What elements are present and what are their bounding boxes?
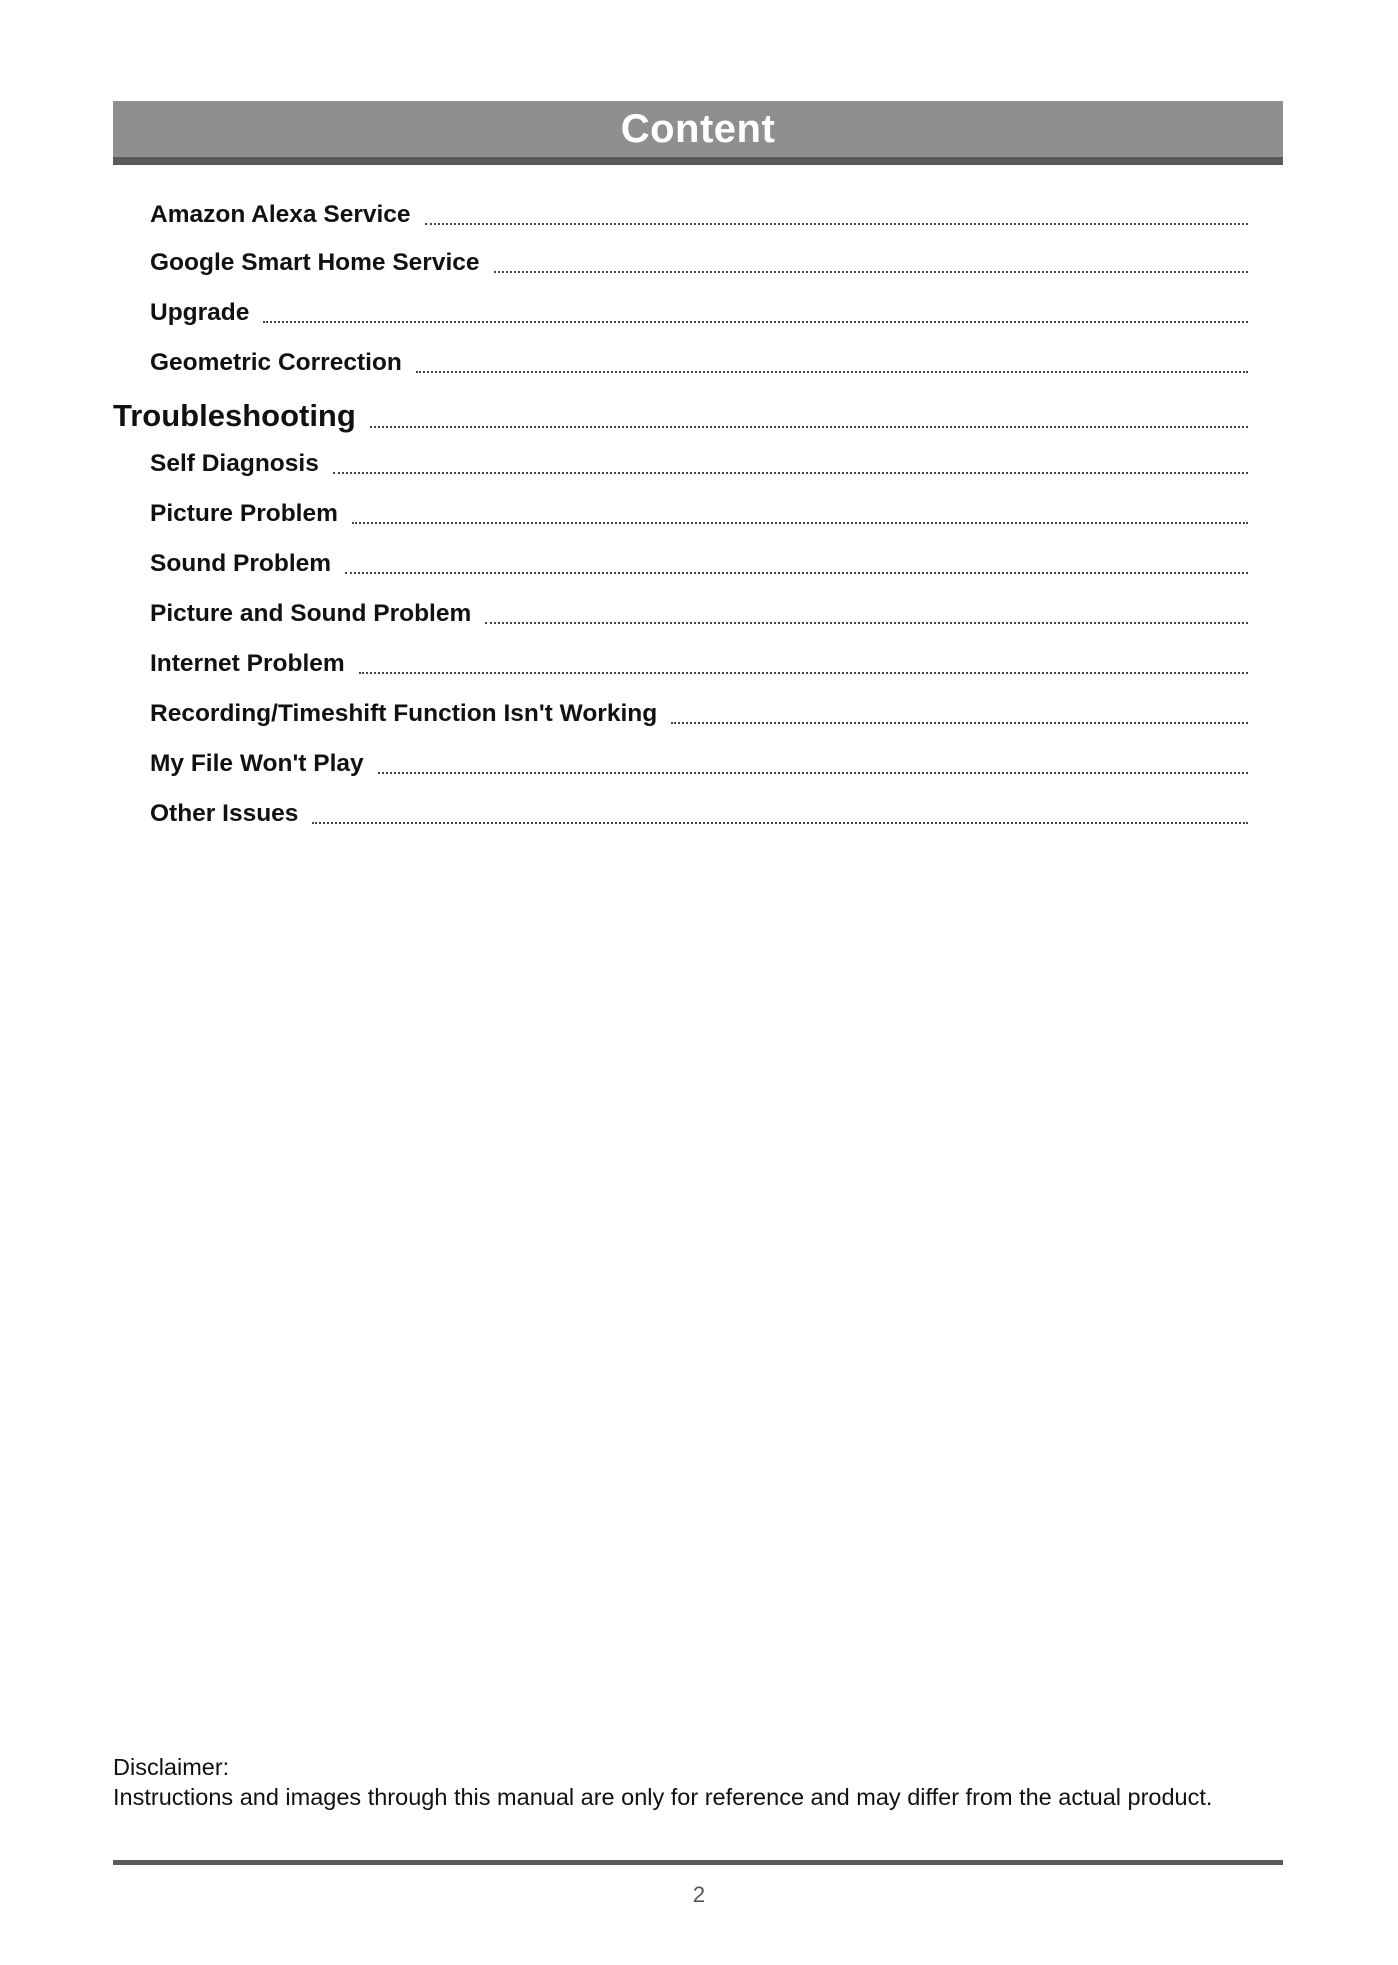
content-header-bar (113, 101, 1283, 165)
toc-item-geometric-correction[interactable] (113, 351, 1248, 376)
toc-item-picture-and-sound-problem[interactable] (113, 602, 1248, 627)
toc-item-label: Recording/Timeshift Function Isn't Working (150, 700, 658, 727)
toc-item-my-file-wont-play[interactable] (113, 752, 1248, 777)
dot-leader (263, 320, 1248, 323)
disclaimer-heading: Disclaimer: (113, 1754, 230, 1780)
toc-item-label: Upgrade (150, 299, 250, 326)
toc-item-label: Picture and Sound Problem (150, 600, 472, 627)
dot-leader (378, 771, 1248, 774)
toc-item-upgrade[interactable] (113, 301, 1248, 326)
toc-item-google-smart-home-service[interactable] (113, 251, 1248, 276)
toc-item-label: Amazon Alexa Service (150, 201, 411, 228)
toc-item-other-issues[interactable] (113, 802, 1248, 827)
toc-item-label: Self Diagnosis (150, 450, 319, 477)
disclaimer (113, 1752, 1283, 1812)
dot-leader (352, 521, 1248, 524)
dot-leader (416, 370, 1248, 373)
toc-item-recording-timeshift[interactable] (113, 702, 1248, 727)
dot-leader (333, 471, 1248, 474)
toc-item-label: Google Smart Home Service (150, 249, 480, 276)
toc-item-self-diagnosis[interactable] (113, 452, 1248, 477)
toc-item-label: Geometric Correction (150, 349, 402, 376)
dot-leader (312, 821, 1248, 824)
toc-item-internet-problem[interactable] (113, 652, 1248, 677)
toc-section-troubleshooting[interactable] (113, 400, 1248, 431)
page-number: 2 (692, 1882, 706, 1907)
toc-section-label: Troubleshooting (113, 398, 356, 433)
dot-leader (345, 571, 1248, 574)
toc-item-picture-problem[interactable] (113, 502, 1248, 527)
disclaimer-text: Instructions and images through this manual are only for reference and may differ from the actual product. (113, 1784, 1213, 1810)
dot-leader (485, 621, 1248, 624)
dot-leader (370, 425, 1248, 428)
dot-leader (359, 671, 1248, 674)
toc-item-label: My File Won't Play (150, 750, 364, 777)
toc-item-label: Sound Problem (150, 550, 332, 577)
footer-divider (113, 1860, 1283, 1865)
toc-item-label: Other Issues (150, 800, 299, 827)
dot-leader (494, 270, 1248, 273)
toc-item-sound-problem[interactable] (113, 552, 1248, 577)
toc-item-label: Picture Problem (150, 500, 338, 527)
dot-leader (425, 222, 1248, 225)
toc-item-amazon-alexa-service[interactable] (113, 203, 1248, 228)
page-title: Content (620, 107, 776, 151)
dot-leader (671, 721, 1248, 724)
toc-item-label: Internet Problem (150, 650, 345, 677)
